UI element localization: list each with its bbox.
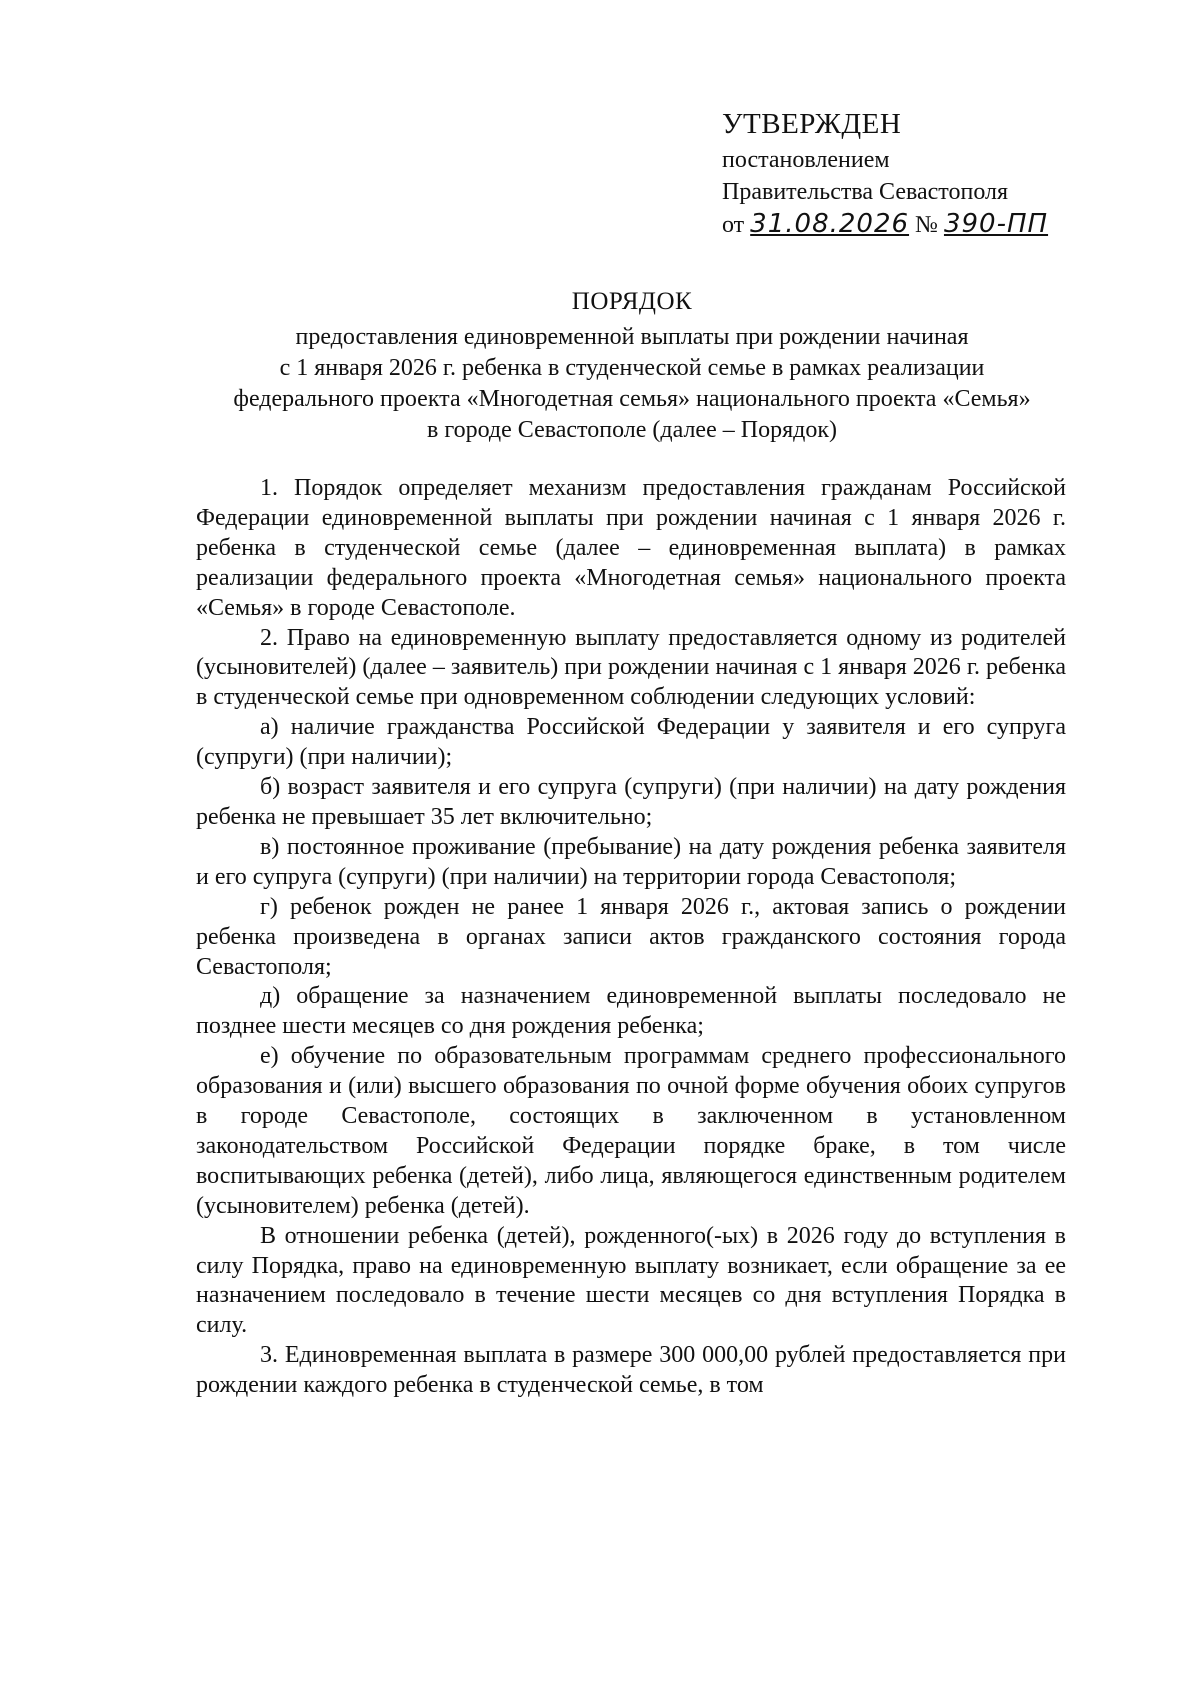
paragraph-1: 1. Порядок определяет механизм предоставления гражданам Российской Федерации единовременной выплаты при рождении начиная с 1 января 2026 г. ребенка в студенческой семье (далее – единовременная выплата) в рамках реализации федерального проекта «Многодетная семья» национального проекта «Семья» в городе Севастополе. xyxy=(196,475,1066,621)
document-body xyxy=(196,474,1066,1401)
condition-b: б) возраст заявителя и его супруга (супруги) (при наличии) на дату рождения ребенка не превышает 35 лет включительно; xyxy=(196,774,1066,830)
handwritten-number: 390-ПП xyxy=(943,209,1049,239)
paragraph-2: 2. Право на единовременную выплату предоставляется одному из родителей (усыновителей) (далее – заявитель) при рождении начиная с 1 января 2026 г. ребенка в студенческой семье при одновременном соблюдении следующих условий: xyxy=(196,624,1066,711)
condition-v: в) постоянное проживание (пребывание) на дату рождения ребенка заявителя и его супруга (супруги) (при наличии) на территории города Севастополя; xyxy=(196,833,1066,890)
handwritten-date: 31.08.2026 xyxy=(750,209,910,239)
paragraph-3: 3. Единовременная выплата в размере 300 000,00 рублей предоставляется при рождении каждого ребенка в студенческой семье, в том xyxy=(196,1342,1066,1399)
subtitle-line-1: предоставления единовременной выплаты при рождении начиная xyxy=(295,324,969,350)
date-prefix: от xyxy=(722,212,745,238)
number-prefix: № xyxy=(915,212,938,238)
condition-e: е) обучение по образовательным программам среднего профессионального образования и (или) высшего образования по очной форме обучения обоих супругов в городе Севастополе, состоящих в заключенном в установленном законодательством Российской Федерации порядке браке, в том числе воспитывающих ребенка (детей), либо лица, являющегося единственным родителем (усыновителем) ребенка (детей). xyxy=(196,1043,1066,1219)
subtitle-line-3: федерального проекта «Многодетная семья» национального проекта «Семья» xyxy=(233,386,1031,412)
condition-a: а) наличие гражданства Российской Федерации у заявителя и его супруга (супруги) (при наличии); xyxy=(196,714,1066,771)
title-block xyxy=(150,284,1114,446)
approval-line-decree: постановлением xyxy=(722,147,890,173)
condition-d: д) обращение за назначением единовременной выплаты последовало не позднее шести месяцев со дня рождения ребенка; xyxy=(196,983,1066,1040)
paragraph-transition: В отношении ребенка (детей), рожденного(-ых) в 2026 году до вступления в силу Порядка, право на единовременную выплату возникает, если обращение за ее назначением последовало в течение шести месяцев со дня вступления Порядка в силу. xyxy=(196,1222,1066,1339)
approval-block xyxy=(722,104,1072,241)
condition-g: г) ребенок рожден не ранее 1 января 2026 г., актовая запись о рождении ребенка произведена в органах записи актов гражданского состояния города Севастополя; xyxy=(196,893,1066,980)
subtitle-line-4: в городе Севастополе (далее – Порядок) xyxy=(427,417,837,443)
approval-stamp: УТВЕРЖДЕН xyxy=(722,108,902,140)
document-title: ПОРЯДОК xyxy=(571,288,693,315)
subtitle-line-2: с 1 января 2026 г. ребенка в студенческой семье в рамках реализации xyxy=(279,355,985,381)
approval-line-government: Правительства Севастополя xyxy=(722,179,1009,205)
approval-date-line xyxy=(722,208,1072,241)
